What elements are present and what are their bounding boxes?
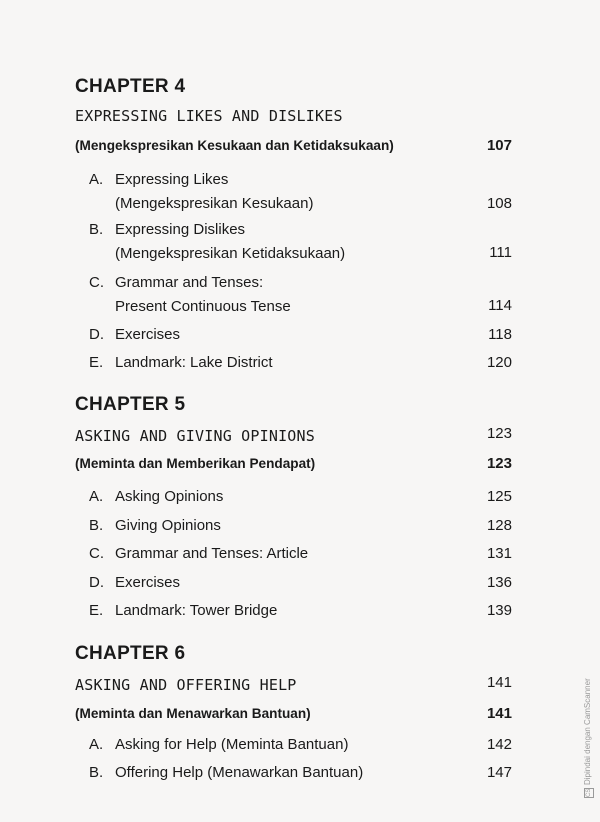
toc-entry-5e[interactable]: [89, 602, 277, 619]
chapter-5-title-id-page: 123: [486, 455, 512, 472]
toc-page-4c: 114: [488, 297, 512, 314]
chapter-4-title: EXPRESSING LIKES AND DISLIKES: [75, 107, 343, 125]
entry-letter: B.: [89, 517, 104, 534]
entry-text: Expressing Dislikes: [115, 221, 246, 238]
chapter-6-title-id-page: 141: [486, 705, 512, 722]
chapter-4-label: CHAPTER 4: [75, 76, 186, 97]
entry-text: Asking for Help (Meminta Bantuan): [115, 736, 349, 753]
entry-text: Landmark: Tower Bridge: [115, 602, 278, 619]
chapter-6-title-page: 141: [486, 674, 512, 691]
entry-letter: C.: [89, 545, 104, 562]
toc-page-4d: 118: [488, 326, 512, 343]
toc-entry-4d[interactable]: [89, 326, 180, 343]
chapter-6-label: CHAPTER 6: [75, 643, 186, 664]
entry-text: Giving Opinions: [115, 517, 221, 534]
entry-letter: A.: [89, 488, 104, 505]
entry-letter: B.: [89, 221, 104, 238]
chapter-6-title-id: (Meminta dan Menawarkan Bantuan): [75, 706, 311, 721]
chapter-6-title: ASKING AND OFFERING HELP: [75, 676, 297, 694]
entry-text: Offering Help (Menawarkan Bantuan): [115, 764, 364, 781]
entry-letter: E.: [89, 354, 104, 371]
entry-text: Asking Opinions: [115, 488, 224, 505]
entry-letter: A.: [89, 171, 104, 188]
toc-page-4a: 108: [486, 195, 512, 212]
entry-text: Grammar and Tenses: Article: [115, 545, 309, 562]
camscanner-icon: CS: [586, 788, 592, 797]
toc-entry-6a[interactable]: [89, 736, 348, 753]
toc-entry-4b[interactable]: [89, 221, 346, 262]
toc-page-4e: 120: [486, 354, 512, 371]
toc-page-4b: 111: [489, 244, 512, 261]
toc-entry-4e[interactable]: [89, 354, 273, 371]
toc-page-6b: 147: [486, 764, 512, 781]
toc-entry-4c[interactable]: [89, 274, 291, 315]
scanner-note: Dipindai dengan CamScanner: [583, 678, 592, 785]
entry-letter: A.: [89, 736, 104, 753]
scanner-watermark: [583, 678, 594, 798]
chapter-4-title-id: (Mengekspresikan Kesukaan dan Ketidaksukaan): [75, 138, 394, 153]
chapter-5-label: CHAPTER 5: [75, 394, 186, 415]
entry-letter: C.: [89, 274, 104, 291]
toc-entry-5b[interactable]: [89, 517, 221, 534]
toc-page-5c: 131: [486, 545, 512, 562]
entry-subtext: (Mengekspresikan Kesukaan): [115, 195, 314, 212]
entry-subtext: Present Continuous Tense: [115, 298, 291, 315]
toc-page-5a: 125: [486, 488, 512, 505]
entry-text: Exercises: [115, 574, 181, 591]
chapter-5-title: ASKING AND GIVING OPINIONS: [75, 427, 315, 445]
entry-text: Exercises: [115, 326, 181, 343]
toc-page-5b: 128: [486, 517, 512, 534]
entry-text: Expressing Likes: [115, 171, 229, 188]
entry-letter: D.: [89, 326, 104, 343]
toc-page-5d: 136: [486, 574, 512, 591]
entry-letter: E.: [89, 602, 104, 619]
entry-letter: B.: [89, 764, 104, 781]
chapter-4-title-page: 107: [486, 137, 512, 154]
toc-entry-5a[interactable]: [89, 488, 223, 505]
entry-text: Landmark: Lake District: [115, 354, 273, 371]
entry-letter: D.: [89, 574, 104, 591]
chapter-5-title-id: (Meminta dan Memberikan Pendapat): [75, 456, 316, 471]
entry-subtext: (Mengekspresikan Ketidaksukaan): [115, 245, 346, 262]
chapter-5-title-page: 123: [486, 425, 512, 442]
toc-entry-5c[interactable]: [89, 545, 308, 562]
toc-entry-5d[interactable]: [89, 574, 180, 591]
toc-entry-6b[interactable]: [89, 764, 363, 781]
bleed-through-text: [312, 92, 315, 106]
entry-text: Grammar and Tenses:: [115, 274, 264, 291]
toc-entry-4a[interactable]: [89, 171, 314, 212]
toc-page-5e: 139: [486, 602, 512, 619]
toc-page-6a: 142: [486, 736, 512, 753]
